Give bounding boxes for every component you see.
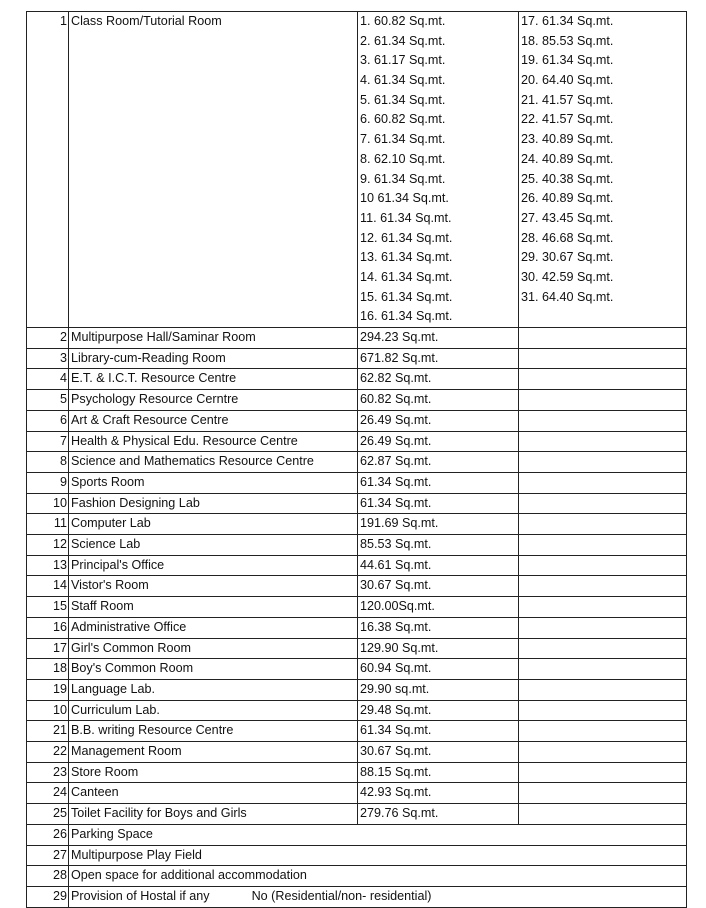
facility-name: Girl's Common Room: [69, 638, 358, 659]
area-value: 17. 61.34 Sq.mt.: [521, 14, 614, 28]
empty-cell: [519, 555, 687, 576]
empty-cell: [519, 390, 687, 411]
table-row: [27, 617, 687, 638]
row-number: 23: [27, 762, 69, 783]
facility-name: Science and Mathematics Resource Centre: [69, 452, 358, 473]
empty-cell: [519, 617, 687, 638]
facility-name: Parking Space: [69, 824, 687, 845]
area-value: 6. 60.82 Sq.mt.: [360, 112, 446, 127]
area-value: 4. 61.34 Sq.mt.: [360, 73, 446, 88]
facility-name: Psychology Resource Cerntre: [69, 390, 358, 411]
empty-cell: [519, 638, 687, 659]
area-value: 26.49 Sq.mt.: [358, 431, 519, 452]
empty-cell: [519, 535, 687, 556]
area-value: 10 61.34 Sq.mt.: [360, 191, 449, 206]
empty-cell: [519, 514, 687, 535]
table-row: [27, 762, 687, 783]
area-value: 26.49 Sq.mt.: [358, 410, 519, 431]
row-number: 19: [27, 679, 69, 700]
table-row: [27, 638, 687, 659]
table-row: [27, 328, 687, 349]
empty-cell: [519, 348, 687, 369]
table-row: [27, 390, 687, 411]
facility-name: Principal's Office: [69, 555, 358, 576]
row-number: 6: [27, 410, 69, 431]
facility-name: Class Room/Tutorial Room: [69, 12, 358, 328]
area-value: 88.15 Sq.mt.: [358, 762, 519, 783]
area-value: 22. 41.57 Sq.mt.: [521, 112, 614, 127]
area-value: 294.23 Sq.mt.: [358, 328, 519, 349]
area-value: 2. 61.34 Sq.mt.: [360, 33, 446, 48]
row-number: 24: [27, 783, 69, 804]
area-value: 30. 42.59 Sq.mt.: [521, 269, 614, 284]
table-row: [27, 824, 687, 845]
facility-name: Administrative Office: [69, 617, 358, 638]
area-value: 1. 60.82 Sq.mt.: [360, 14, 446, 28]
facility-name: Staff Room: [69, 597, 358, 618]
facility-name: Science Lab: [69, 535, 358, 556]
table-row: [27, 700, 687, 721]
facility-name: Library-cum-Reading Room: [69, 348, 358, 369]
empty-cell: [519, 328, 687, 349]
facility-name: Sports Room: [69, 472, 358, 493]
area-value: 7. 61.34 Sq.mt.: [360, 132, 446, 147]
area-value: 60.94 Sq.mt.: [358, 659, 519, 680]
area-value: 31. 64.40 Sq.mt.: [521, 289, 614, 304]
row-number: 3: [27, 348, 69, 369]
row-number: 1: [27, 12, 69, 328]
facility-name: Art & Craft Resource Centre: [69, 410, 358, 431]
empty-cell: [519, 410, 687, 431]
area-value: 20. 64.40 Sq.mt.: [521, 73, 614, 88]
accommodation-table: [26, 11, 687, 908]
area-value: 60.82 Sq.mt.: [358, 390, 519, 411]
row-number: 15: [27, 597, 69, 618]
empty-cell: [519, 452, 687, 473]
table-row: [27, 866, 687, 887]
table-row: [27, 410, 687, 431]
area-value: 15. 61.34 Sq.mt.: [360, 289, 453, 304]
empty-cell: [519, 659, 687, 680]
facility-name: Multipurpose Hall/Saminar Room: [69, 328, 358, 349]
row-number: 18: [27, 659, 69, 680]
empty-cell: [519, 679, 687, 700]
empty-cell: [519, 721, 687, 742]
table-row: [27, 886, 687, 907]
table-row: [27, 472, 687, 493]
area-value: 5. 61.34 Sq.mt.: [360, 92, 446, 107]
area-value: 42.93 Sq.mt.: [358, 783, 519, 804]
facility-name: Vistor's Room: [69, 576, 358, 597]
facility-name: E.T. & I.C.T. Resource Centre: [69, 369, 358, 390]
area-value: 19. 61.34 Sq.mt.: [521, 53, 614, 68]
area-value: 85.53 Sq.mt.: [358, 535, 519, 556]
table-row: [27, 493, 687, 514]
facility-name: Canteen: [69, 783, 358, 804]
row-number: 4: [27, 369, 69, 390]
table-row: [27, 431, 687, 452]
table-row: [27, 742, 687, 763]
row-number: 28: [27, 866, 69, 887]
row-number: 2: [27, 328, 69, 349]
area-value: 25. 40.38 Sq.mt.: [521, 171, 614, 186]
facility-name: Language Lab.: [69, 679, 358, 700]
empty-cell: [519, 493, 687, 514]
table-row: [27, 597, 687, 618]
area-value: 61.34 Sq.mt.: [358, 721, 519, 742]
empty-cell: [519, 369, 687, 390]
area-value: 23. 40.89 Sq.mt.: [521, 132, 614, 147]
empty-cell: [519, 576, 687, 597]
empty-cell: [519, 804, 687, 825]
facility-name: Multipurpose Play Field: [69, 845, 687, 866]
table-row: [27, 369, 687, 390]
empty-cell: [519, 700, 687, 721]
area-value: 18. 85.53 Sq.mt.: [521, 33, 614, 48]
facility-name: Curriculum Lab.: [69, 700, 358, 721]
area-value: 13. 61.34 Sq.mt.: [360, 250, 453, 265]
row-number: 26: [27, 824, 69, 845]
area-value: 29. 30.67 Sq.mt.: [521, 250, 614, 265]
area-value: 9. 61.34 Sq.mt.: [360, 171, 446, 186]
table-row: [27, 12, 687, 328]
row-number: 7: [27, 431, 69, 452]
area-value: 8. 62.10 Sq.mt.: [360, 151, 446, 166]
table-row: [27, 804, 687, 825]
empty-cell: [519, 742, 687, 763]
area-value: 44.61 Sq.mt.: [358, 555, 519, 576]
area-value: 62.87 Sq.mt.: [358, 452, 519, 473]
table-row: [27, 535, 687, 556]
area-value: 61.34 Sq.mt.: [358, 493, 519, 514]
area-list-1: [358, 12, 519, 328]
area-value: 30.67 Sq.mt.: [358, 742, 519, 763]
area-value: 26. 40.89 Sq.mt.: [521, 191, 614, 206]
row-number: 10: [27, 493, 69, 514]
row-number: 12: [27, 535, 69, 556]
row-number: 5: [27, 390, 69, 411]
row-number: 9: [27, 472, 69, 493]
table-row: [27, 721, 687, 742]
row-number: 14: [27, 576, 69, 597]
table-row: [27, 555, 687, 576]
table-row: [27, 348, 687, 369]
area-value: 14. 61.34 Sq.mt.: [360, 269, 453, 284]
row-number: 21: [27, 721, 69, 742]
area-list-2: [519, 12, 687, 328]
facility-name: B.B. writing Resource Centre: [69, 721, 358, 742]
empty-cell: [519, 597, 687, 618]
facility-name: Provision of Hostal if any No (Residential/non- residential): [69, 886, 687, 907]
table-body: [27, 12, 687, 908]
row-number: 11: [27, 514, 69, 535]
area-value: 29.48 Sq.mt.: [358, 700, 519, 721]
row-number: 13: [27, 555, 69, 576]
row-number: 17: [27, 638, 69, 659]
table-row: [27, 659, 687, 680]
row-number: 10: [27, 700, 69, 721]
facility-name: Health & Physical Edu. Resource Centre: [69, 431, 358, 452]
area-value: 61.34 Sq.mt.: [358, 472, 519, 493]
empty-cell: [519, 472, 687, 493]
row-number: 27: [27, 845, 69, 866]
area-value: 129.90 Sq.mt.: [358, 638, 519, 659]
empty-cell: [519, 762, 687, 783]
area-value: 29.90 sq.mt.: [358, 679, 519, 700]
area-value: 3. 61.17 Sq.mt.: [360, 53, 446, 68]
area-value: 16. 61.34 Sq.mt.: [360, 309, 453, 324]
empty-cell: [519, 783, 687, 804]
area-value: 24. 40.89 Sq.mt.: [521, 151, 614, 166]
row-number: 16: [27, 617, 69, 638]
area-value: 62.82 Sq.mt.: [358, 369, 519, 390]
area-value: 12. 61.34 Sq.mt.: [360, 230, 453, 245]
facility-name: Boy's Common Room: [69, 659, 358, 680]
area-value: 28. 46.68 Sq.mt.: [521, 230, 614, 245]
area-value: 279.76 Sq.mt.: [358, 804, 519, 825]
row-number: 8: [27, 452, 69, 473]
facility-name: Computer Lab: [69, 514, 358, 535]
area-value: 30.67 Sq.mt.: [358, 576, 519, 597]
empty-cell: [519, 431, 687, 452]
row-number: 22: [27, 742, 69, 763]
table-row: [27, 576, 687, 597]
area-value: 120.00Sq.mt.: [358, 597, 519, 618]
facility-name: Open space for additional accommodation: [69, 866, 687, 887]
area-value: 16.38 Sq.mt.: [358, 617, 519, 638]
table-row: [27, 452, 687, 473]
facility-name: Store Room: [69, 762, 358, 783]
area-value: 11. 61.34 Sq.mt.: [360, 210, 452, 225]
area-value: 671.82 Sq.mt.: [358, 348, 519, 369]
table-row: [27, 679, 687, 700]
area-value: 21. 41.57 Sq.mt.: [521, 92, 614, 107]
row-number: 29: [27, 886, 69, 907]
table-row: [27, 845, 687, 866]
area-value: 27. 43.45 Sq.mt.: [521, 210, 614, 225]
area-value: 191.69 Sq.mt.: [358, 514, 519, 535]
table-row: [27, 783, 687, 804]
facility-name: Management Room: [69, 742, 358, 763]
row-number: 25: [27, 804, 69, 825]
facility-name: Toilet Facility for Boys and Girls: [69, 804, 358, 825]
facility-name: Fashion Designing Lab: [69, 493, 358, 514]
table-row: [27, 514, 687, 535]
